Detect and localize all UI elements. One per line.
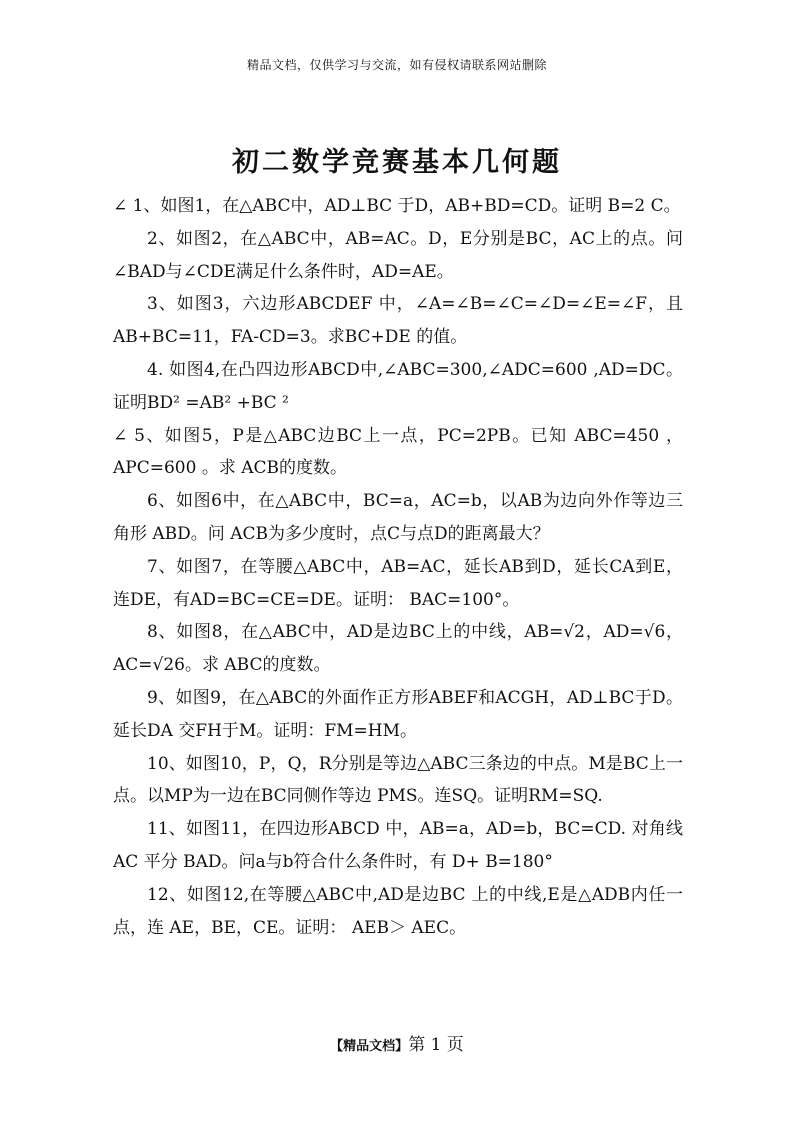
page-footer [0, 1030, 794, 1055]
problem-list [113, 190, 683, 944]
problem-2: 2、如图2，在△ABC中，AB=AC。D，E分别是BC，AC上的点。问∠BAD与∠CDE满足什么条件时，AD=AE。 [113, 228, 683, 282]
header-notice: 精品文档，仅供学习与交流，如有侵权请联系网站删除 [246, 58, 547, 72]
page-title: 初二数学竞赛基本几何题 [232, 147, 562, 178]
problem-12: 12、如图12,在等腰△ABC中,AD是边BC 上的中线,E是△ADB内任一点，连 AE，BE，CE。证明： AEB＞ AEC。 [113, 884, 683, 938]
problem-10: 10、如图10，P，Q，R分别是等边△ABC三条边的中点。M是BC上一点。以MP为一边在BC同侧作等边 PMS。连SQ。证明RM=SQ. [113, 753, 683, 807]
problem-6: 6、如图6中，在△ABC中，BC=a，AC=b，以AB为边向外作等边三角形 ABD。问 ACB为多少度时，点C与点D的距离最大？ [113, 491, 683, 544]
footer-tag: 【精品文档】 [330, 1039, 409, 1054]
problem-3: 3、如图3，六边形ABCDEF 中，∠A=∠B=∠C=∠D=∠E=∠F，且AB+BC=11，FA-CD=3。求BC+DE 的值。 [113, 294, 683, 348]
problem-7: 7、如图7，在等腰△ABC中，AB=AC，延长AB到D，延长CA到E，连DE，有AD=BC=CE=DE。证明： BAC=100°。 [113, 556, 683, 610]
problem-1: ∠ 1、如图1，在△ABC中，AD⊥BC 于D，AB+BD=CD。证明 B=2 C。 [113, 196, 681, 216]
page-number: 第 1 页 [408, 1035, 464, 1055]
problem-4: 4. 如图4,在凸四边形ABCD中,∠ABC=300,∠ADC=600 ,AD=DC。证明BD² =AB² +BC ² [113, 359, 683, 413]
problem-9: 9、如图9，在△ABC的外面作正方形ABEF和ACGH，AD⊥BC于D。延长DA 交FH于M。证明：FM=HM。 [113, 687, 683, 741]
problem-5: ∠ 5、如图5，P是△ABC边BC上一点，PC=2PB。已知 ABC=450 ， APC=600 。求 ACB的度数。 [113, 425, 683, 479]
problem-8: 8、如图8，在△ABC中，AD是边BC上的中线，AB=√2，AD=√6，AC=√26。求 ABC的度数。 [113, 622, 683, 676]
problem-11: 11、如图11，在四边形ABCD 中，AB=a，AD=b，BC=CD. 对角线AC 平分 BAD。问a与b符合什么条件时，有 D+ B=180° [113, 819, 683, 872]
